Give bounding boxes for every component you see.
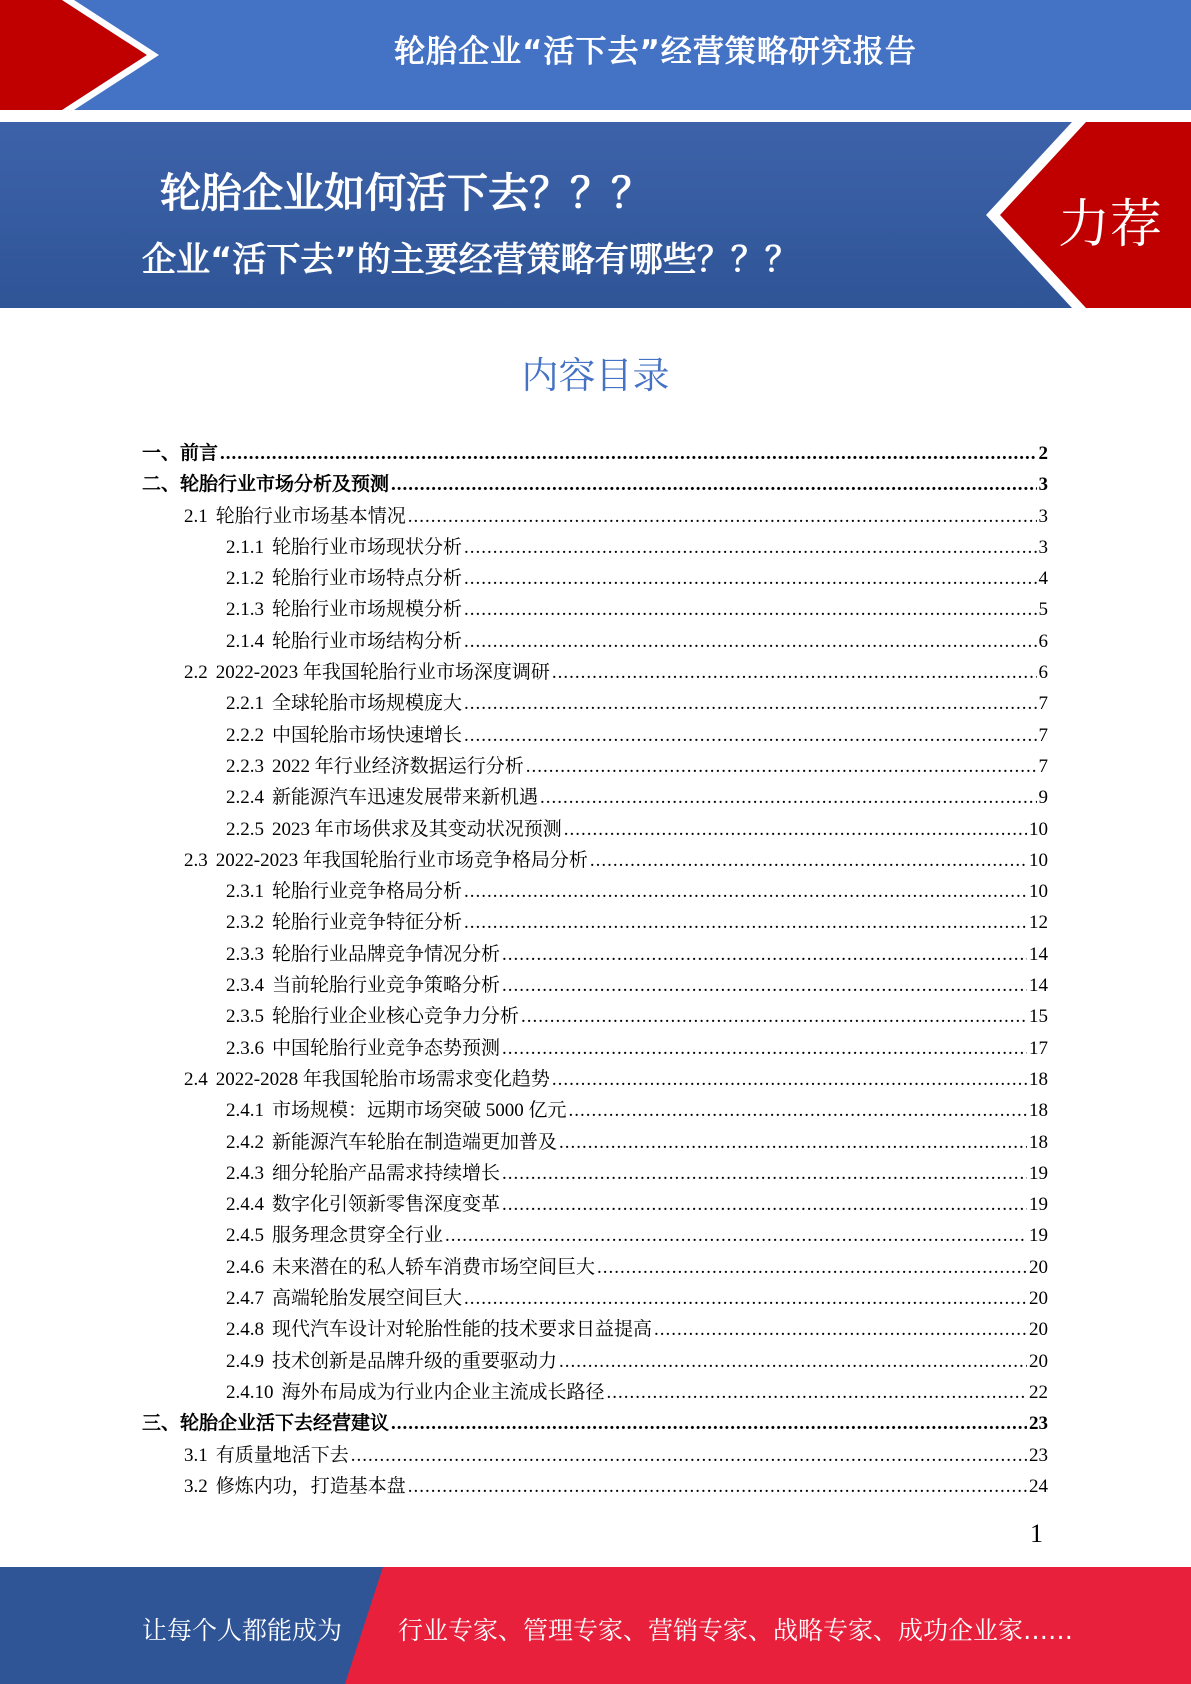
toc-entry-number: 2.3.1 (226, 881, 264, 903)
toc-entry[interactable] (142, 907, 1048, 938)
toc-entry-title: 新能源汽车轮胎在制造端更加普及 (272, 1131, 558, 1153)
toc-entry-number: 2.4.8 (226, 1319, 264, 1341)
toc-entry-title: 高端轮胎发展空间巨大 (272, 1288, 463, 1310)
toc-entry-number: 2.4 (184, 1068, 208, 1090)
toc-entry-page: 17 (1029, 1037, 1048, 1059)
toc-entry-number: 2.4.2 (226, 1131, 264, 1153)
table-of-contents (142, 438, 1048, 1502)
toc-entry-number: 2.4.6 (226, 1256, 264, 1278)
toc-dot-leader (502, 1194, 1027, 1216)
page-number: 1 (1030, 1519, 1043, 1548)
toc-entry-title: 轮胎行业市场特点分析 (272, 568, 463, 590)
toc-entry-title: 2023 年市场供求及其变动状况预测 (272, 818, 562, 840)
toc-entry-number: 2.2.5 (226, 818, 264, 840)
toc-entry-page: 3 (1038, 474, 1048, 496)
toc-entry-page: 20 (1029, 1350, 1048, 1372)
toc-dot-leader (464, 568, 1036, 590)
toc-entry[interactable] (142, 751, 1048, 782)
toc-dot-leader (569, 1100, 1027, 1122)
toc-dot-leader (464, 599, 1036, 621)
toc-entry-number: 2.3.4 (226, 975, 264, 997)
toc-entry-page: 3 (1038, 536, 1048, 558)
toc-entry-page: 20 (1029, 1256, 1048, 1278)
toc-entry[interactable] (142, 1033, 1048, 1064)
toc-entry-number: 2.3.2 (226, 912, 264, 934)
toc-entry-page: 23 (1029, 1444, 1048, 1466)
toc-entry-number: 3.1 (184, 1444, 208, 1466)
toc-dot-leader (502, 975, 1027, 997)
toc-entry-number: 2.2.1 (226, 693, 264, 715)
toc-entry-title: 2022 年行业经济数据运行分析 (272, 755, 524, 777)
toc-entry-page: 10 (1029, 881, 1048, 903)
toc-dot-leader (445, 1225, 1027, 1247)
toc-entry[interactable] (142, 438, 1048, 469)
toc-entry-number: 2.2.4 (226, 787, 264, 809)
toc-entry-title: 前言 (180, 443, 219, 464)
toc-entry-number: 2.2.3 (226, 755, 264, 777)
toc-entry-title: 未来潜在的私人轿车消费市场空间巨大 (272, 1256, 596, 1278)
footer-slogan-right: 行业专家、管理专家、营销专家、战略专家、成功企业家…… (398, 1616, 1074, 1645)
toc-dot-leader (502, 1163, 1027, 1185)
toc-dot-leader (408, 1476, 1027, 1498)
toc-entry-page: 9 (1038, 787, 1048, 809)
toc-entry-title: 市场规模：远期市场突破 5000 亿元 (272, 1100, 567, 1122)
toc-entry[interactable] (142, 657, 1048, 688)
toc-entry[interactable] (142, 563, 1048, 594)
toc-entry[interactable] (142, 1283, 1048, 1314)
toc-entry-page: 20 (1029, 1288, 1048, 1310)
toc-entry[interactable] (142, 501, 1048, 532)
toc-entry-number: 2.2.2 (226, 724, 264, 746)
toc-entry[interactable] (142, 876, 1048, 907)
toc-entry-title: 技术创新是品牌升级的重要驱动力 (272, 1350, 558, 1372)
toc-entry-number: 2.4.3 (226, 1162, 264, 1184)
toc-entry-number: 2.1.4 (226, 630, 264, 652)
toc-entry-page: 18 (1029, 1131, 1048, 1153)
toc-entry[interactable] (142, 1408, 1048, 1439)
toc-entry[interactable] (142, 1220, 1048, 1251)
toc-entry-title: 轮胎行业市场结构分析 (272, 630, 463, 652)
toc-entry[interactable] (142, 1189, 1048, 1220)
toc-dot-leader (391, 1413, 1027, 1435)
toc-entry-number: 2.4.10 (226, 1381, 274, 1403)
toc-entry[interactable] (142, 1127, 1048, 1158)
toc-dot-leader (502, 1038, 1027, 1060)
toc-dot-leader (351, 1445, 1027, 1467)
toc-entry-title: 细分轮胎产品需求持续增长 (272, 1162, 501, 1184)
toc-entry-page: 19 (1029, 1162, 1048, 1184)
toc-entry[interactable] (142, 1001, 1048, 1032)
toc-dot-leader (559, 1132, 1027, 1154)
toc-entry-title: 轮胎行业品牌竞争情况分析 (272, 943, 501, 965)
toc-entry-title: 新能源汽车迅速发展带来新机遇 (272, 787, 539, 809)
toc-entry-page: 10 (1029, 818, 1048, 840)
toc-entry[interactable] (142, 1314, 1048, 1345)
toc-entry-number: 2.4.5 (226, 1225, 264, 1247)
toc-entry-title: 数字化引领新零售深度变革 (272, 1194, 501, 1216)
toc-entry-page: 14 (1029, 975, 1048, 997)
toc-entry-number: 2.2 (184, 662, 208, 684)
toc-entry[interactable] (142, 1471, 1048, 1502)
toc-entry[interactable] (142, 970, 1048, 1001)
toc-entry-page: 24 (1029, 1475, 1048, 1497)
banner (0, 122, 1191, 308)
toc-entry[interactable] (142, 469, 1048, 500)
toc-entry[interactable] (142, 1252, 1048, 1283)
toc-entry-number: 2.3.3 (226, 943, 264, 965)
toc-entry-number: 2.1.3 (226, 599, 264, 621)
toc-entry-title: 中国轮胎行业竞争态势预测 (272, 1037, 501, 1059)
toc-dot-leader (464, 912, 1027, 934)
toc-dot-leader (564, 819, 1027, 841)
toc-entry-number: 2.4.4 (226, 1194, 264, 1216)
toc-entry-title: 现代汽车设计对轮胎性能的技术要求日益提高 (272, 1319, 653, 1341)
toc-entry[interactable] (142, 1158, 1048, 1189)
toc-dot-leader (552, 662, 1037, 684)
toc-entry[interactable] (142, 720, 1048, 751)
toc-dot-leader (464, 537, 1036, 559)
toc-entry-number: 3.2 (184, 1475, 208, 1497)
toc-dot-leader (464, 1288, 1027, 1310)
toc-entry-number: 2.1 (184, 505, 208, 527)
toc-entry-page: 10 (1029, 849, 1048, 871)
toc-entry-page: 12 (1029, 912, 1048, 934)
toc-entry[interactable] (142, 782, 1048, 813)
toc-entry-title: 全球轮胎市场规模庞大 (272, 693, 463, 715)
toc-entry-page: 23 (1029, 1413, 1048, 1435)
toc-dot-leader (502, 944, 1027, 966)
toc-dot-leader (552, 1069, 1027, 1091)
toc-entry-page: 18 (1029, 1068, 1048, 1090)
toc-entry-number: 一、 (142, 443, 181, 464)
toc-entry-title: 2022-2028 年我国轮胎市场需求变化趋势 (215, 1068, 550, 1090)
toc-entry-page: 19 (1029, 1194, 1048, 1216)
toc-entry[interactable] (142, 1346, 1048, 1377)
toc-entry-title: 当前轮胎行业竞争策略分析 (272, 975, 501, 997)
toc-dot-leader (559, 1351, 1027, 1373)
toc-entry-page: 6 (1038, 662, 1048, 684)
toc-entry[interactable] (142, 845, 1048, 876)
recommend-badge: 力荐 (1058, 195, 1163, 255)
toc-entry-title: 修炼内功，打造基本盘 (215, 1475, 406, 1497)
toc-dot-leader (391, 474, 1036, 496)
toc-entry-title: 轮胎行业市场规模分析 (272, 599, 463, 621)
toc-entry-number: 2.1.1 (226, 536, 264, 558)
toc-entry-title: 轮胎行业竞争特征分析 (272, 912, 463, 934)
toc-entry-page: 7 (1038, 693, 1048, 715)
toc-entry-number: 二、 (142, 474, 181, 496)
toc-entry-page: 2 (1038, 443, 1048, 464)
toc-entry-number: 2.4.1 (226, 1100, 264, 1122)
toc-entry[interactable] (142, 688, 1048, 719)
toc-entry-page: 3 (1038, 505, 1048, 527)
toc-entry-number: 2.1.2 (226, 568, 264, 590)
toc-entry[interactable] (142, 626, 1048, 657)
toc-entry-number: 2.4.9 (226, 1350, 264, 1372)
toc-entry-title: 轮胎企业活下去经营建议 (180, 1413, 390, 1435)
toc-entry-page: 19 (1029, 1225, 1048, 1247)
banner-question-2: 企业“活下去”的主要经营策略有哪些？？？ (142, 240, 799, 280)
toc-entry-number: 三、 (142, 1413, 181, 1435)
toc-entry-title: 2022-2023 年我国轮胎行业市场竞争格局分析 (215, 849, 588, 871)
toc-dot-leader (521, 1006, 1027, 1028)
toc-entry[interactable] (142, 594, 1048, 625)
toc-entry-page: 22 (1029, 1381, 1048, 1403)
toc-entry-page: 5 (1038, 599, 1048, 621)
footer-slogan-left: 让每个人都能成为 (142, 1616, 343, 1645)
toc-entry-page: 7 (1038, 724, 1048, 746)
toc-entry-number: 2.3.6 (226, 1037, 264, 1059)
toc-entry-number: 2.3 (184, 849, 208, 871)
toc-entry-title: 轮胎行业市场现状分析 (272, 536, 463, 558)
toc-entry-page: 6 (1038, 630, 1048, 652)
toc-entry-title: 轮胎行业企业核心竞争力分析 (272, 1006, 520, 1028)
toc-entry-title: 中国轮胎市场快速增长 (272, 724, 463, 746)
toc-entry[interactable] (142, 1064, 1048, 1095)
header-divider (0, 110, 1191, 122)
toc-title: 内容目录 (521, 354, 670, 397)
toc-entry[interactable] (142, 1095, 1048, 1126)
toc-entry[interactable] (142, 1377, 1048, 1408)
toc-entry-title: 轮胎行业市场基本情况 (215, 505, 406, 527)
toc-dot-leader (654, 1319, 1027, 1341)
banner-question-1: 轮胎企业如何活下去？？？ (160, 169, 652, 217)
toc-entry-page: 15 (1029, 1006, 1048, 1028)
toc-dot-leader (464, 693, 1036, 715)
toc-dot-leader (464, 725, 1036, 747)
toc-dot-leader (590, 850, 1027, 872)
toc-entry[interactable] (142, 532, 1048, 563)
toc-entry-page: 20 (1029, 1319, 1048, 1341)
toc-entry[interactable] (142, 939, 1048, 970)
top-header (0, 0, 1191, 110)
toc-dot-leader (607, 1382, 1027, 1404)
toc-entry-title: 有质量地活下去 (215, 1444, 349, 1466)
red-chevron-decoration (0, 0, 160, 110)
footer (0, 1567, 1191, 1684)
toc-entry-page: 18 (1029, 1100, 1048, 1122)
toc-entry-title: 服务理念贯穿全行业 (272, 1225, 444, 1247)
toc-dot-leader (464, 881, 1027, 903)
toc-entry-page: 4 (1038, 568, 1048, 590)
toc-entry-page: 14 (1029, 943, 1048, 965)
toc-entry[interactable] (142, 1440, 1048, 1471)
toc-dot-leader (220, 443, 1036, 465)
toc-dot-leader (408, 506, 1037, 528)
toc-entry-page: 7 (1038, 755, 1048, 777)
toc-entry-title: 海外布局成为行业内企业主流成长路径 (281, 1381, 605, 1403)
toc-entry-title: 轮胎行业竞争格局分析 (272, 881, 463, 903)
toc-entry[interactable] (142, 814, 1048, 845)
toc-dot-leader (540, 787, 1036, 809)
toc-dot-leader (464, 631, 1036, 653)
report-title: 轮胎企业“活下去”经营策略研究报告 (394, 34, 917, 70)
toc-entry-title: 轮胎行业市场分析及预测 (180, 474, 390, 496)
toc-dot-leader (597, 1257, 1027, 1279)
toc-entry-number: 2.3.5 (226, 1006, 264, 1028)
toc-entry-number: 2.4.7 (226, 1288, 264, 1310)
toc-dot-leader (526, 756, 1037, 778)
toc-entry-title: 2022-2023 年我国轮胎行业市场深度调研 (215, 662, 550, 684)
